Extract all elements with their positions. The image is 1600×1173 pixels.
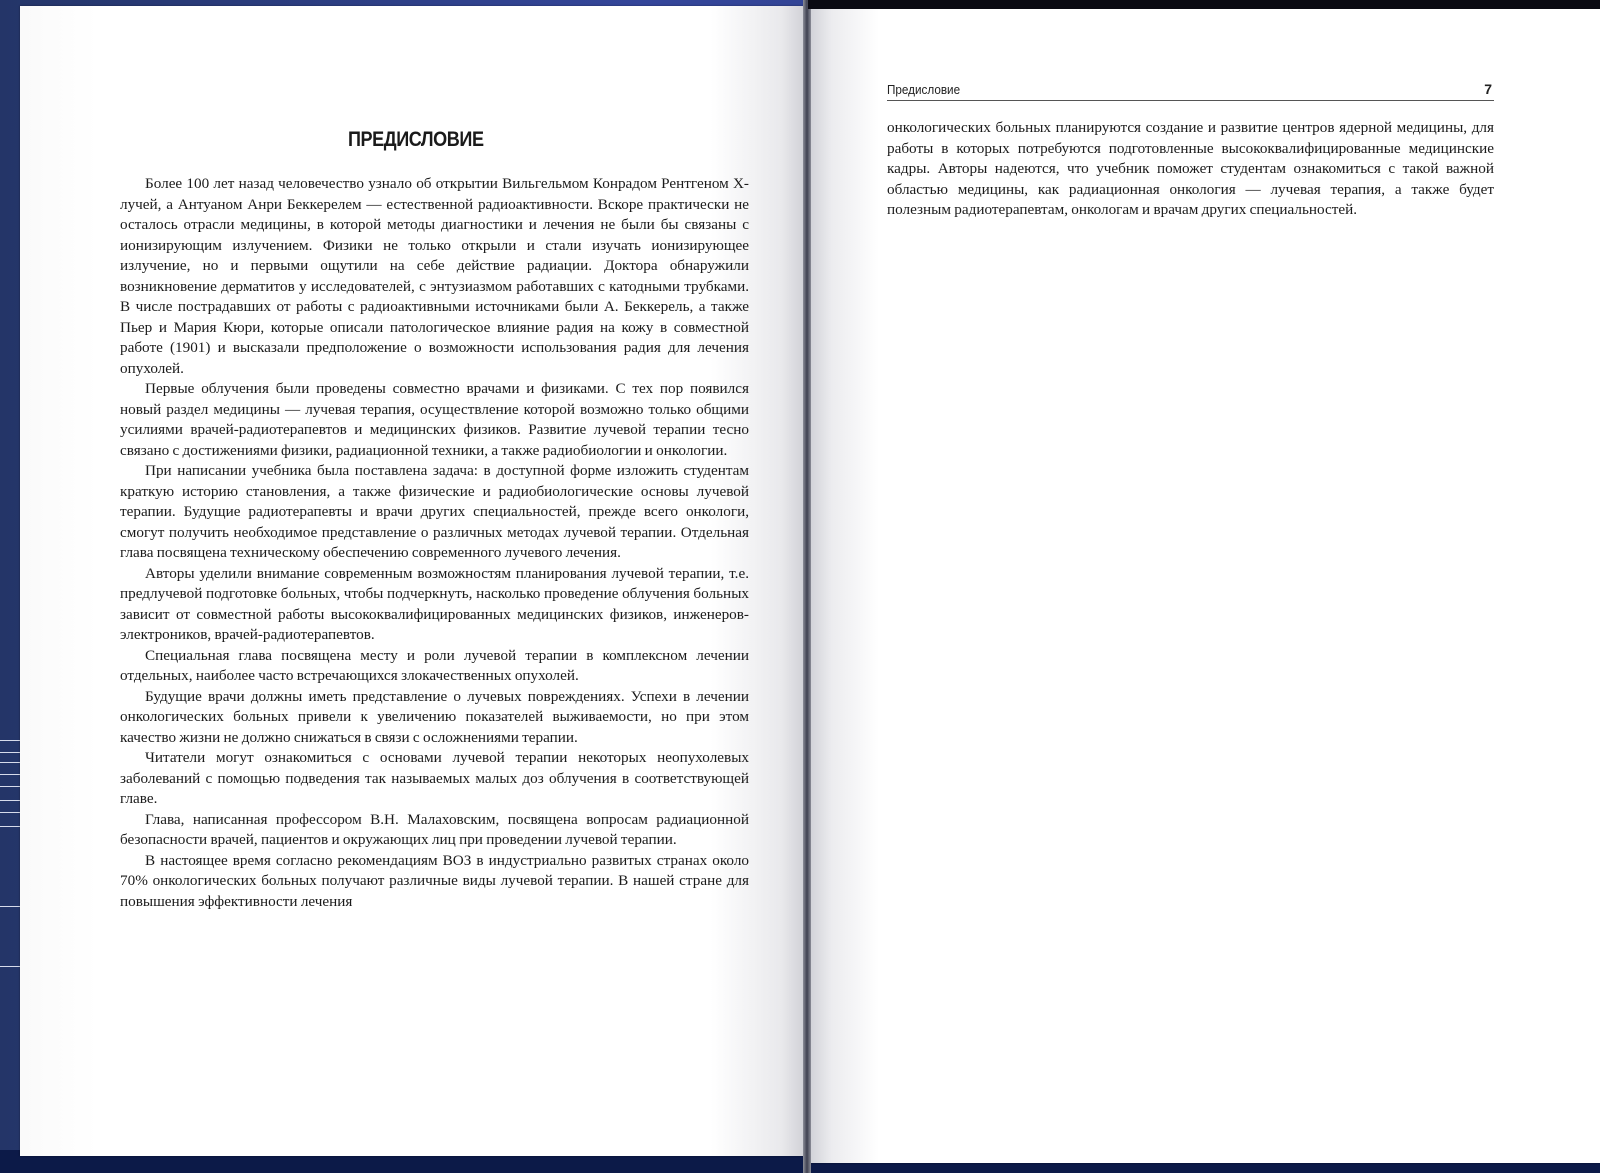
right-page-body [887,118,1494,221]
paragraph: Авторы уделили внимание современным возможностям планирования лучевой терапии, т.е. предлучевой подготовке больных, чтобы подчеркнуть, насколько проведение облучения больных зависит от совместной работы высококвалифицированных медицинских физиков, инженеров-электроников, врачей-радиотерапевтов. [120,564,749,643]
paragraph: Глава, написанная профессором В.Н. Малаховским, посвящена вопросам радиационной безопасности врачей, пациентов и окружающих лиц при проведении лучевой терапии. [120,810,749,848]
paragraph: Читатели могут ознакомиться с основами лучевой терапии некоторых неопухолевых заболеваний с помощью подведения так называемых малых доз облучения в соответствующей главе. [120,749,749,807]
paragraph: онкологических больных планируются создание и развитие центров ядерной медицины, для работы в которых потребуются подготовленные высококвалифицированные медицинские кадры. Авторы надеются, что учебник поможет студентам ознакомиться с такой важной областью медицины, как радиационная онкология — лучевая терапия, а также будет полезным радиотерапевтам, онкологам и врачам других специальностей. [887,119,1494,218]
paragraph: Будущие врачи должны иметь представление о лучевых повреждениях. Успехи в лечении онкологических больных привели к увеличению показателей выживаемости, но при этом качество жизни не должно снижаться в связи с осложнениями терапии. [120,687,749,746]
paragraph: Специальная глава посвящена месту и роли лучевой терапии в комплексном лечении отдельных, наиболее часто встречающихся злокачественных опухолей. [120,646,749,684]
running-head [887,81,1494,101]
right-page [808,8,1600,1163]
page-number: 7 [1484,81,1492,97]
paragraph: В настоящее время согласно рекомендациям ВОЗ в индустриально развитых странах около 70% онкологических больных получают различные виды лучевой терапии. В нашей стране для повышения эффективности лечения [120,851,749,910]
left-page [20,6,805,1156]
book-spine [803,0,811,1173]
chapter-title: ПРЕДИСЛОВИЕ [348,128,484,151]
paragraph: Более 100 лет назад человечество узнало об открытии Вильгельмом Конрадом Рентгеном X-лучей, а Антуаном Анри Беккерелем — естественной радиоактивности. Вскоре практически не осталось отрасли медицины, в которой методы диагностики и лечения не были бы связаны с ионизирующим излучением. Физики не только открыли и стали изучать ионизирующее излучение, но и первыми ощутили на себе действие радиации. Доктора обнаружили возникновение дерматитов у исследователей, с энтузиазмом работавших с катодными трубками. В числе пострадавших от работы с радиоактивными источниками были А. Беккерель, а также Пьер и Мария Кюри, которые описали патологическое влияние радия на кожу в совместной работе (1901) и высказали предположение о возможности использования радия для лечения опухолей. [120,175,749,377]
page-edge-tabs [0,740,22,970]
left-page-body [120,174,749,912]
paragraph: Первые облучения были проведены совместно врачами и физиками. С тех пор появился новый раздел медицины — лучевая терапия, осуществление которой возможно только общими усилиями врачей-радиотерапевтов и медицинских физиков. Развитие лучевой терапии тесно связано с достижениями физики, радиационной техники, а также радиобиологии и онкологии. [120,380,749,459]
scanner-edge-top [808,0,1600,9]
running-head-title: Предисловие [887,82,961,97]
paragraph: При написании учебника была поставлена задача: в доступной форме изложить студентам краткую историю становления, а также физические и радиобиологические основы лучевой терапии. Будущие радиотерапевты и врачи других специальностей, прежде всего онкологи, смогут получить необходимое представление о различных методах лучевой терапии. Отдельная глава посвящена техническому обеспечению современного лучевого лечения. [120,462,749,561]
